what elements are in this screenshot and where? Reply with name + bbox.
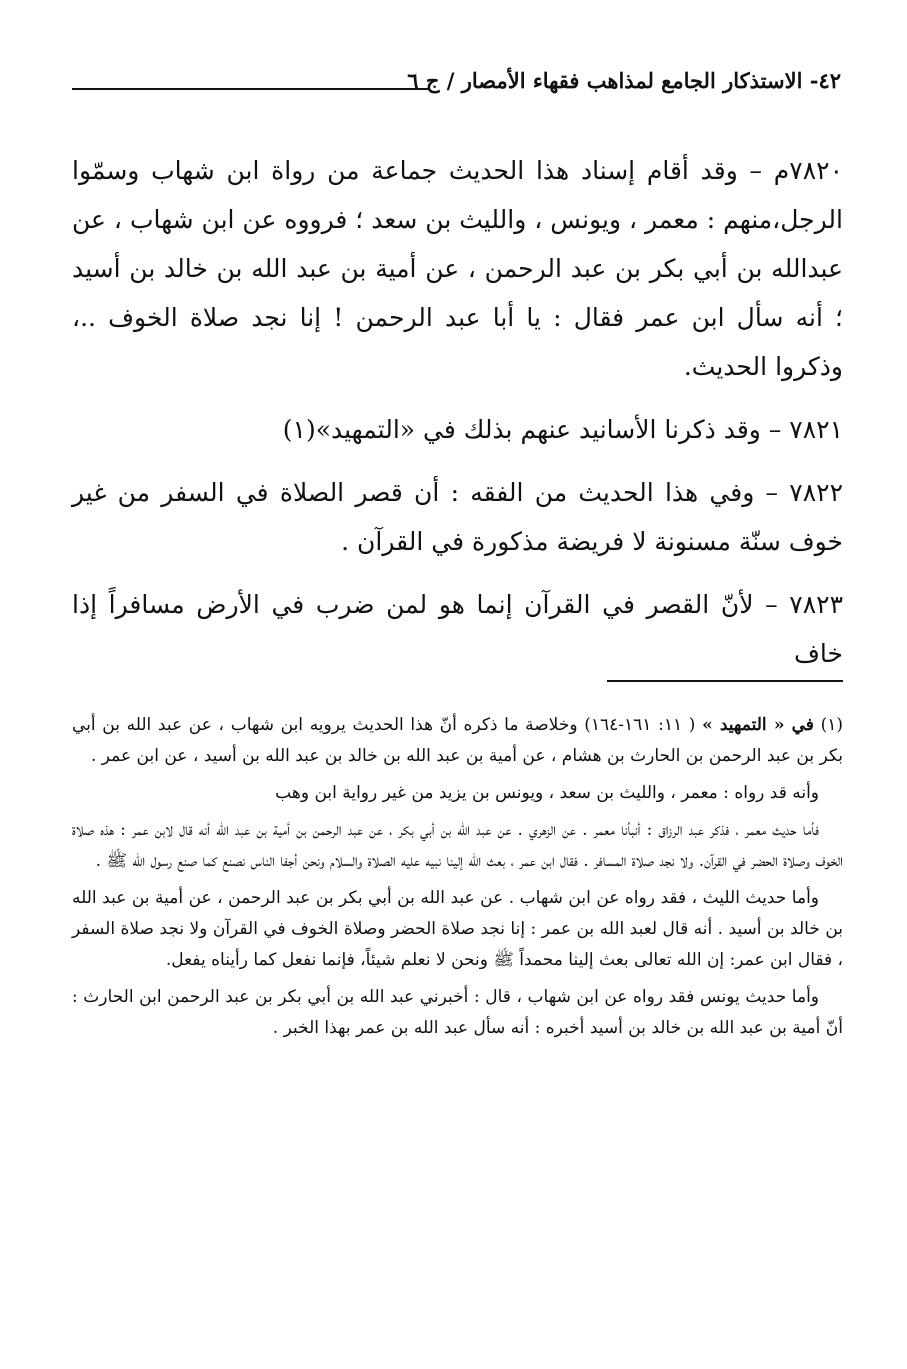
paragraph-text: وقد أقام إسناد هذا الحديث جماعة من رواة ابن شهاب وسمّوا الرجل،منهم : معمر ، ويونس ، والليث بن سعد ؛ فرووه عن ابن شهاب ، عن عبدالله بن أبي بكر بن عبد الرحمن ، عن أمية بن عبد الله بن خالد بن أسيد ؛ أنه سأل ابن عمر فقال : يا أبا عبد الرحمن ! إنا نجد صلاة الخوف ..، وذكروا الحديث. bbox=[72, 156, 843, 381]
paragraph-7822 bbox=[72, 468, 843, 566]
footnotes bbox=[72, 710, 843, 1050]
main-text bbox=[72, 146, 843, 678]
footnote-text: وخلاصة ما ذكره أنّ هذا الحديث يرويه ابن شهاب ، عن عبد الله بن أبي بكر بن عبد الرحمن بن الحارث بن هشام ، عن أمية بن عبد الله بن خالد بن عبد الله بن أسيد ، عن ابن عمر . bbox=[72, 715, 843, 766]
footnote-paragraph: وأما حديث يونس فقد رواه عن ابن شهاب ، قال : أخبرني عبد الله بن أبي بكر بن عبد الرحمن ابن الحارث : أنّ أمية بن عبد الله بن خالد بن أسيد أخبره : أنه سأل عبد الله بن عمر بهذا الخبر . bbox=[72, 987, 843, 1038]
paragraph-number: ٧٨٢٠م – bbox=[749, 156, 843, 185]
footnote-reference: ( ١١: ١٦١-١٦٤) bbox=[584, 715, 696, 735]
page-header bbox=[72, 64, 841, 104]
header-rule bbox=[72, 88, 428, 90]
paragraph-number: ٧٨٢٢ – bbox=[765, 478, 844, 507]
paragraph-7820 bbox=[72, 146, 843, 391]
footnote-paragraph: وأنه قد رواه : معمر ، والليث بن سعد ، ويونس بن يزيد من غير رواية ابن وهب bbox=[275, 783, 819, 803]
footnote-marker: (١) bbox=[820, 715, 844, 735]
paragraph-text: وفي هذا الحديث من الفقه : أن قصر الصلاة في السفر من غير خوف سنّة مسنونة لا فريضة مذكورة في القرآن . bbox=[72, 478, 843, 556]
footnote-separator bbox=[607, 680, 843, 682]
footnote-1 bbox=[72, 710, 843, 772]
paragraph-number: ٧٨٢٣ – bbox=[765, 590, 843, 619]
footnote-paragraph: فأما حديث معمر ، فذكر عبد الرزاق : أنبأنا معمر . عن الزهري . عن عبد الله بن أبي بكر ، عن عبد الرحمن بن أمية بن عبد الله أنه قال لابن عمر : هذه صلاة الخوف وصلاة الحضر في القرآن. ولا نجد صلاة المسافر . فقال ابن عمر ، بعث الله إلينا نبيه عليه الصلاة والسلام ونحن أجفا الناس نصنع كما صنع رسول الله ﷺ . bbox=[72, 820, 843, 871]
paragraph-text: وقد ذكرنا الأسانيد عنهم بذلك في «التمهيد»(١) bbox=[282, 415, 761, 444]
running-title: ٤٢- الاستذكار الجامع لمذاهب فقهاء الأمصار / ج ٦ bbox=[407, 68, 841, 93]
paragraph-number: ٧٨٢١ – bbox=[768, 415, 843, 444]
footnote-paragraph: وأما حديث الليث ، فقد رواه عن ابن شهاب . عن عبد الله بن أبي بكر بن عبد الرحمن ، عن أمية بن عبد الله بن خالد بن أسيد . أنه قال لعبد الله بن عمر : إنا نجد صلاة الحضر وصلاة الخوف في القرآن ولا نجد صلاة السفر ، فقال ابن عمر: إن الله تعالى بعث إلينا محمداً ﷺ ونحن لا نعلم شيئاً، فإنما نفعل كما رأيناه يفعل. bbox=[72, 888, 843, 970]
paragraph-7823 bbox=[72, 580, 843, 678]
paragraph-7821 bbox=[72, 405, 843, 454]
paragraph-text: لأنّ القصر في القرآن إنما هو لمن ضرب في الأرض مسافراً إذا خاف bbox=[72, 590, 843, 668]
footnote-source: في « التمهيد » bbox=[702, 715, 814, 735]
